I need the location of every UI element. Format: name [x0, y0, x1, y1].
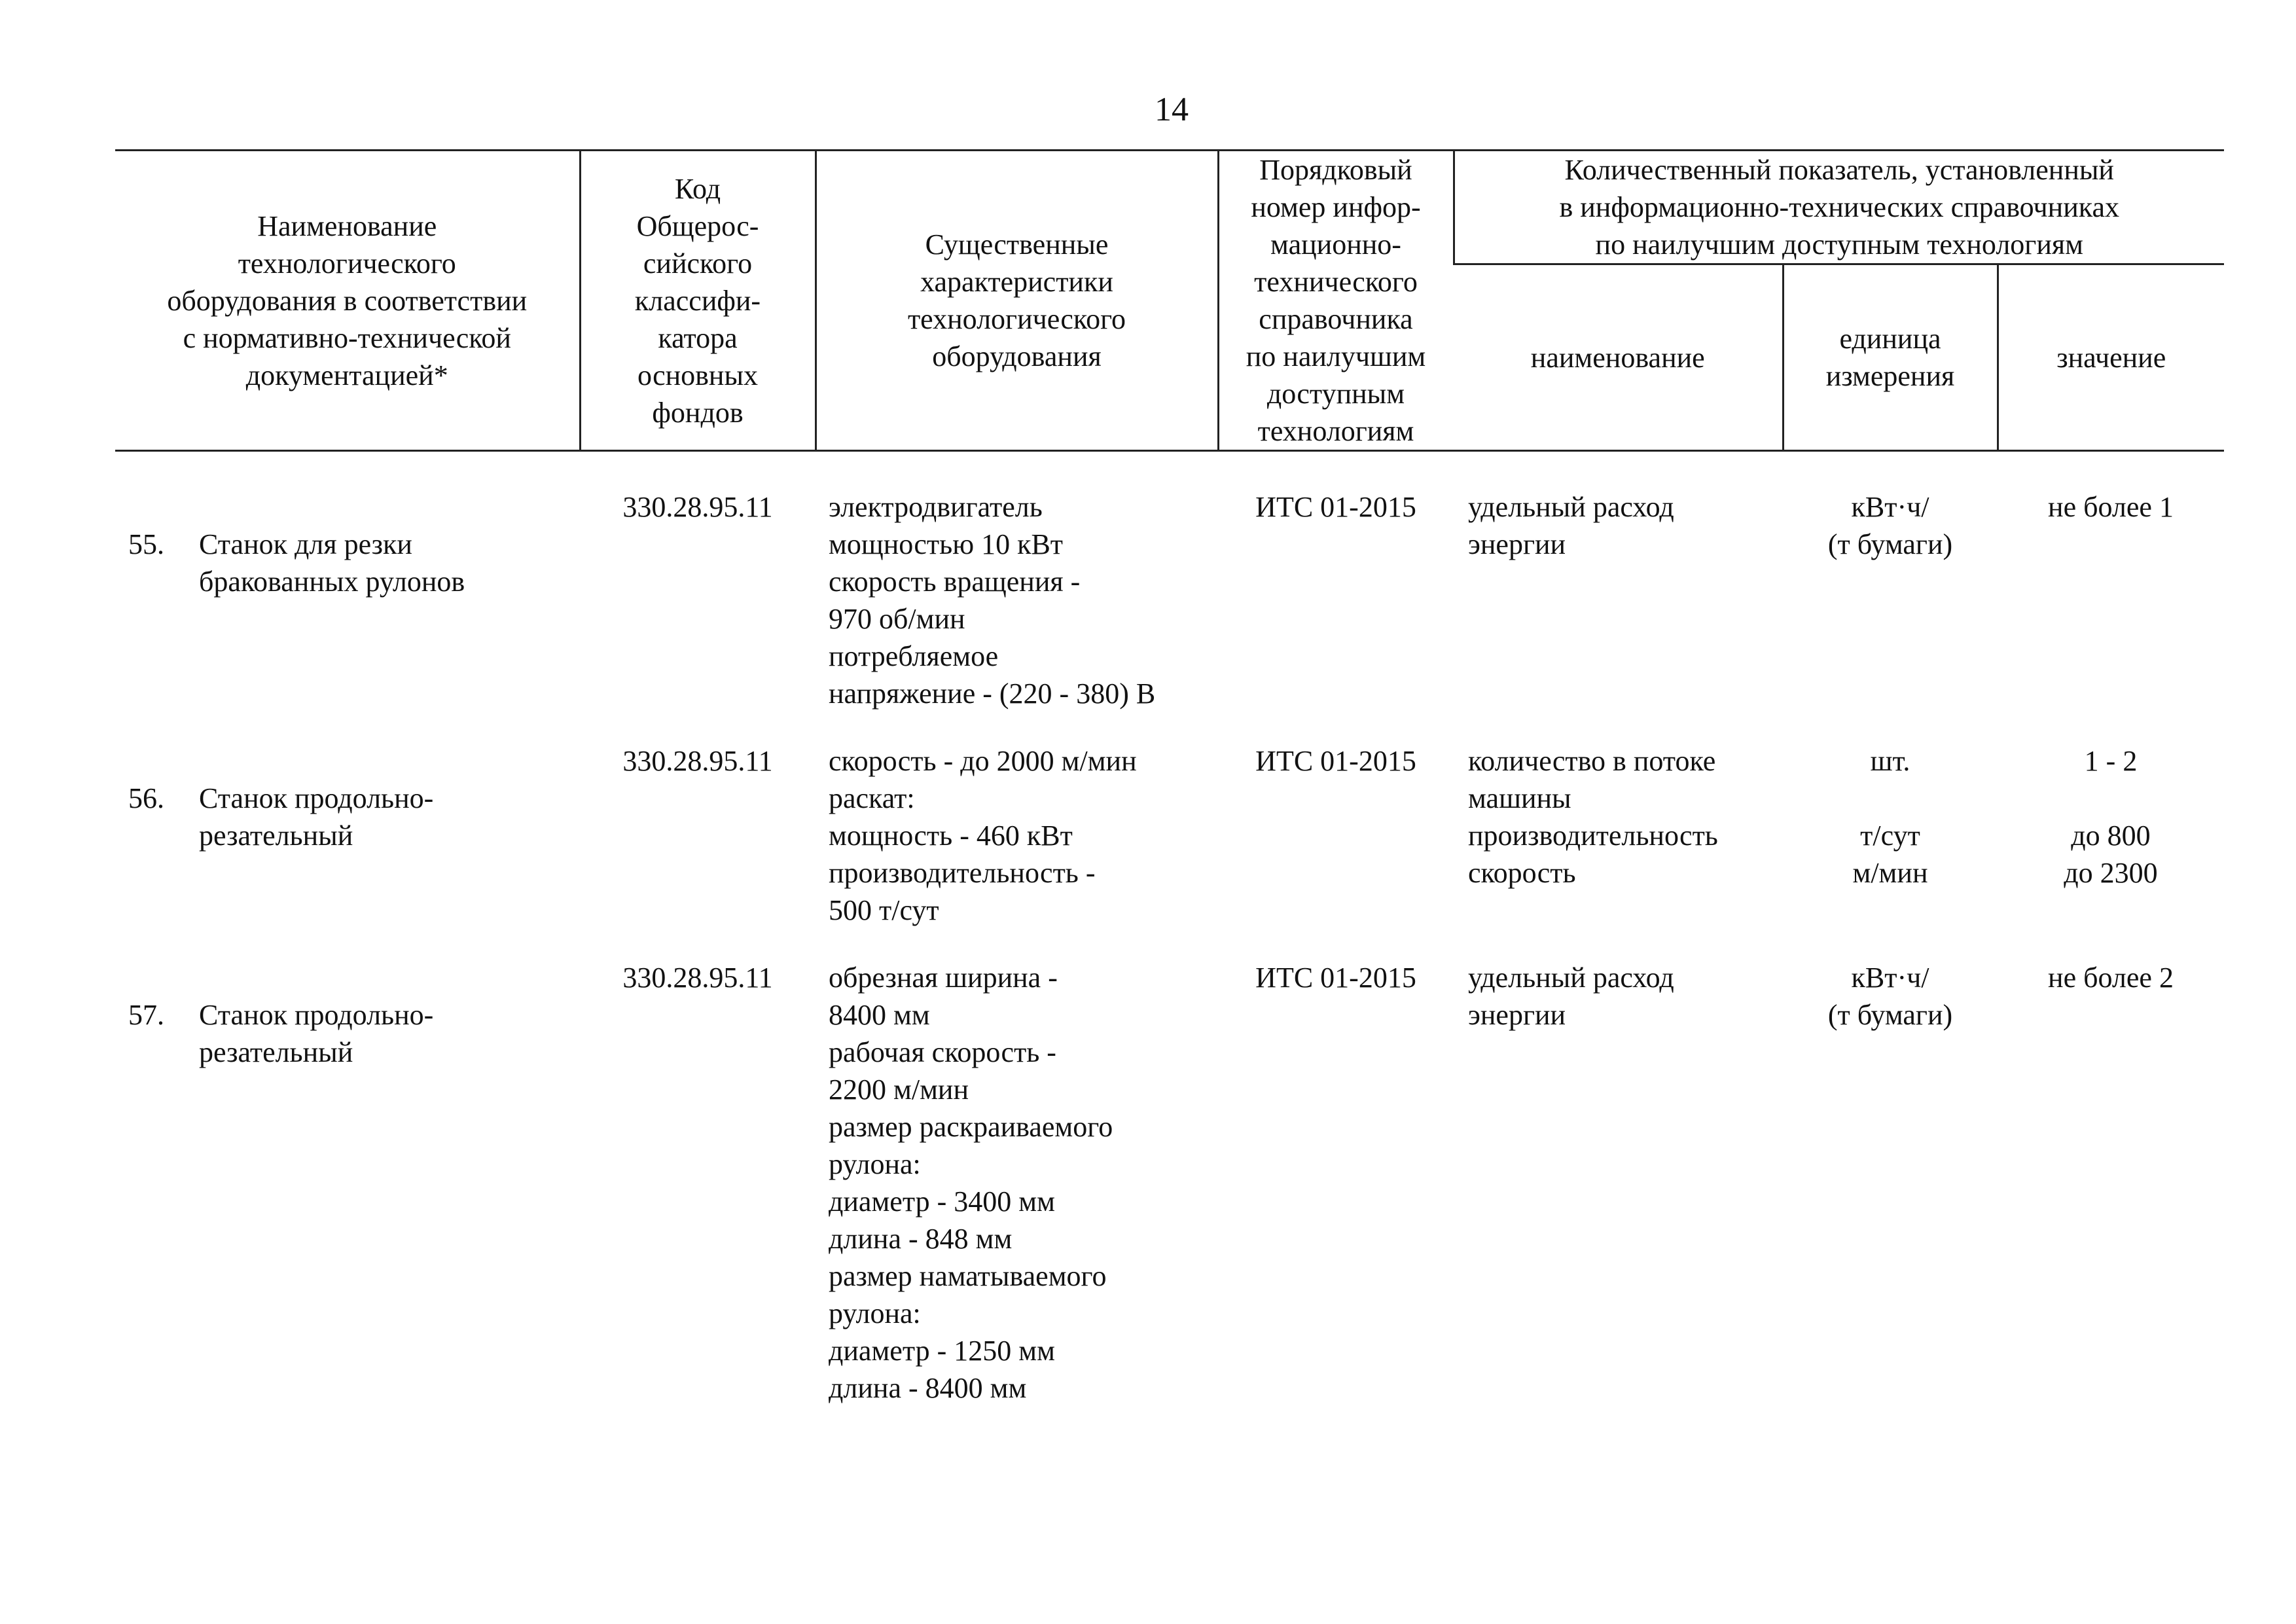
characteristics: обрезная ширина - 8400 мм рабочая скорость - 2200 м/мин размер раскраиваемого рулона: диаметр - 3400 мм длина - 848 мм размер наматываемого рулона: диаметр - 1250 мм длина - 8400 мм [829, 962, 1113, 1404]
characteristics: скорость - до 2000 м/мин раскат: мощность - 460 кВт производительность - 500 т/сут [829, 745, 1137, 926]
indicator-value: не более 2 [2048, 962, 2174, 994]
header-indicator-value: значение [1998, 264, 2224, 451]
indicator-value: 1 - 2 до 800 до 2300 [2064, 745, 2158, 889]
table-row [115, 742, 2224, 959]
okof-code: 330.28.95.11 [622, 491, 773, 523]
header-okof-code: Код Общерос- сийского классифи- катора основных фондов [580, 151, 816, 451]
header-indicator-name: наименование [1454, 264, 1783, 451]
indicator-unit: кВт·ч/ (т бумаги) [1827, 962, 1953, 1031]
okof-code: 330.28.95.11 [622, 962, 773, 994]
header-indicator-group: Количественный показатель, установленный в информационно-технических справочниках по наилучшим доступным технологиям [1454, 151, 2224, 264]
header-characteristics: Существенные характеристики технологического оборудования [816, 151, 1218, 451]
indicator-value: не более 1 [2048, 491, 2174, 523]
header-its-number: Порядковый номер инфор- мационно- технического справочника по наилучшим доступным технологиям [1218, 151, 1454, 451]
header-equipment-name: Наименование технологического оборудования в соответствии с нормативно-технической документацией* [115, 151, 580, 451]
table-body [115, 451, 2224, 1437]
okof-code: 330.28.95.11 [622, 745, 773, 777]
indicator-unit: шт. т/сут м/мин [1852, 745, 1928, 889]
equipment-name: Станок продольно- резательный [199, 999, 434, 1068]
table-row [115, 488, 2224, 742]
row-number: 57. [128, 999, 164, 1031]
its-number: ИТС 01-2015 [1255, 745, 1416, 777]
header-indicator-unit: единица измерения [1783, 264, 1998, 451]
indicator-name: удельный расход энергии [1468, 491, 1674, 560]
equipment-name: Станок продольно- резательный [199, 782, 434, 852]
equipment-name-cell [115, 742, 580, 959]
its-number: ИТС 01-2015 [1255, 491, 1416, 523]
indicator-name: количество в потоке машины производительность скорость [1468, 745, 1718, 889]
equipment-name-cell [115, 959, 580, 1437]
equipment-name: Станок для резки бракованных рулонов [199, 528, 465, 598]
indicator-name: удельный расход энергии [1468, 962, 1674, 1031]
its-number: ИТС 01-2015 [1255, 962, 1416, 994]
characteristics: электродвигатель мощностью 10 кВт скорость вращения - 970 об/мин потребляемое напряжение - (220 - 380) В [829, 491, 1156, 710]
row-number: 56. [128, 782, 164, 814]
table-header [115, 151, 2224, 451]
table-row [115, 959, 2224, 1437]
equipment-table [115, 149, 2224, 1437]
row-number: 55. [128, 528, 164, 560]
equipment-name-cell [115, 488, 580, 742]
indicator-unit: кВт·ч/ (т бумаги) [1827, 491, 1953, 560]
page-number: 14 [1155, 91, 1189, 128]
